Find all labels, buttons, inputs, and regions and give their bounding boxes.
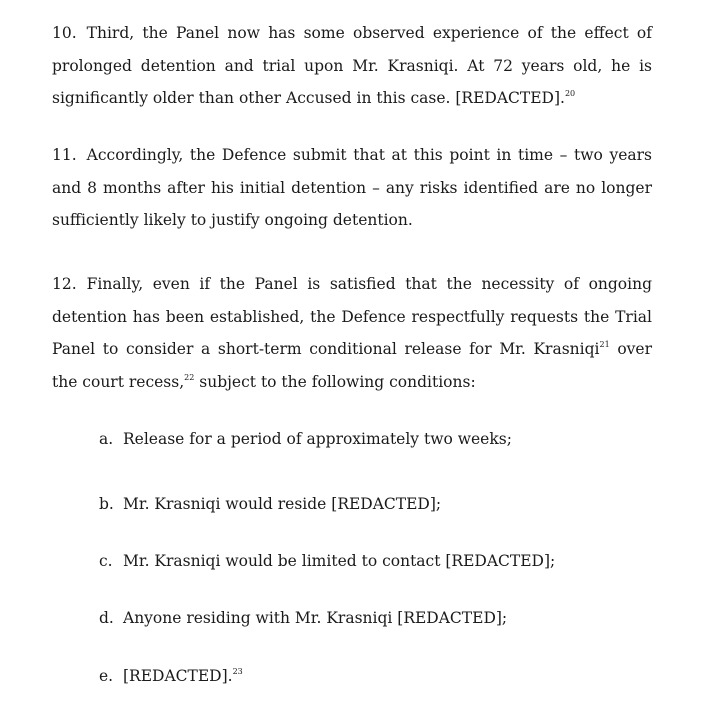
condition-item-e (99, 665, 243, 687)
footnote-marker[interactable]: 21 (599, 340, 610, 349)
paragraph-number: 11. (52, 146, 77, 164)
condition-item-a (99, 428, 512, 450)
list-letter: d. (99, 609, 114, 627)
footnote-marker[interactable]: 23 (232, 667, 243, 676)
paragraph-12 (52, 268, 652, 398)
paragraph-text: over the court recess, (52, 340, 652, 391)
paragraph-11 (52, 139, 652, 237)
paragraph-text: Third, the Panel now has some observed experience of the effect of prolonged detention and trial upon Mr. Krasniqi. At 72 years old, he is significantly older than other Accused in this case. [REDACTED]. (52, 24, 652, 107)
condition-item-d (99, 607, 507, 629)
paragraph-text: subject to the following conditions: (194, 372, 476, 391)
condition-item-c (99, 550, 555, 572)
list-letter: e. (99, 667, 114, 685)
condition-text: Mr. Krasniqi would be limited to contact [REDACTED]; (123, 552, 556, 570)
condition-text: Mr. Krasniqi would reside [REDACTED]; (123, 495, 442, 513)
condition-text: Anyone residing with Mr. Krasniqi [REDACTED]; (123, 609, 508, 627)
condition-text: [REDACTED]. (123, 667, 233, 685)
paragraph-number: 12. (52, 275, 77, 293)
list-letter: b. (99, 495, 114, 513)
paragraph-10 (52, 17, 652, 115)
condition-item-b (99, 493, 441, 515)
footnote-marker[interactable]: 20 (564, 89, 576, 98)
condition-text: Release for a period of approximately two weeks; (123, 430, 512, 448)
paragraph-number: 10. (52, 24, 77, 42)
list-letter: c. (99, 552, 113, 570)
paragraph-text: Accordingly, the Defence submit that at this point in time – two years and 8 months after his initial detention – any risks identified are no longer sufficiently likely to justify ongoing detention. (52, 146, 652, 229)
list-letter: a. (99, 430, 114, 448)
paragraph-text: Finally, even if the Panel is satisfied that the necessity of ongoing detention has been established, the Defence respectfully requests the Trial Panel to consider a short-term conditional release for Mr. Krasniqi (52, 275, 652, 358)
footnote-marker[interactable]: 22 (184, 372, 195, 382)
